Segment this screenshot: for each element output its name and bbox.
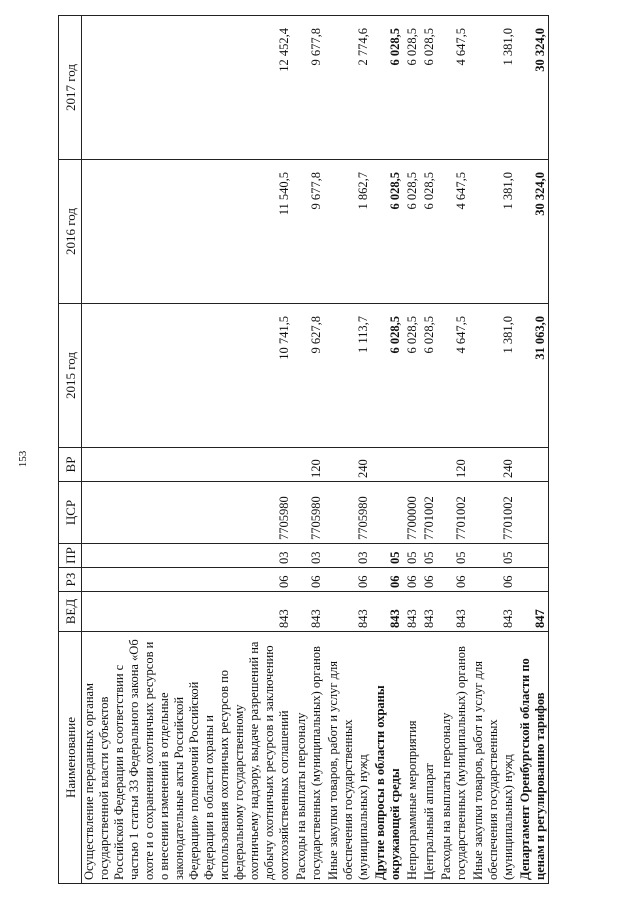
cell-pr: 05 <box>437 544 469 568</box>
cell-csr: 7700000 <box>403 482 420 544</box>
cell-csr: 7705980 <box>324 482 371 544</box>
cell-vr <box>371 448 403 482</box>
cell-2016: 6 028,5 <box>403 160 420 304</box>
cell-vr: 240 <box>469 448 516 482</box>
table-row <box>516 16 549 884</box>
cell-rz: 06 <box>469 568 516 592</box>
header-csr: ЦСР <box>59 482 82 544</box>
cell-2017: 1 381,0 <box>469 16 516 160</box>
cell-2015: 6 028,5 <box>371 304 403 448</box>
cell-pr: 05 <box>469 544 516 568</box>
table-row <box>469 16 516 884</box>
cell-vr <box>403 448 420 482</box>
cell-2017: 12 452,4 <box>82 16 293 160</box>
cell-2015: 10 741,5 <box>82 304 293 448</box>
cell-2015: 31 063,0 <box>516 304 549 448</box>
cell-rz: 06 <box>403 568 420 592</box>
cell-csr <box>371 482 403 544</box>
cell-2015: 1 113,7 <box>324 304 371 448</box>
cell-vr <box>82 448 293 482</box>
cell-vr <box>420 448 437 482</box>
cell-pr: 05 <box>371 544 403 568</box>
cell-2016: 1 381,0 <box>469 160 516 304</box>
table-row <box>420 16 437 884</box>
cell-rz: 06 <box>82 568 293 592</box>
table-row <box>324 16 371 884</box>
cell-2017: 6 028,5 <box>420 16 437 160</box>
header-2017: 2017 год <box>59 16 82 160</box>
header-2015: 2015 год <box>59 304 82 448</box>
cell-name: Расходы на выплаты персоналу государственных (муниципальных) органов <box>437 632 469 884</box>
cell-rz <box>516 568 549 592</box>
cell-name: Иные закупки товаров, работ и услуг для обеспечения государственных (муниципальных) нужд <box>324 632 371 884</box>
cell-csr: 7705980 <box>82 482 293 544</box>
cell-csr: 7705980 <box>292 482 324 544</box>
cell-name: Центральный аппарат <box>420 632 437 884</box>
cell-csr: 7701002 <box>437 482 469 544</box>
table-row <box>403 16 420 884</box>
cell-name: Осуществление переданных органам государственной власти субъектов Российской Федерации в соответствии с частью 1 статьи 33 Федерального закона «Об охоте и о сохранении охотничьих ресурсов и о внесении изменений в отдельные законодательные акты Российской Федерации» полномочий Российской Федерации в области охраны и использования охотничьих ресурсов по федеральному государственному охотничьему надзору, выдаче разрешений на добычу охотничьих ресурсов и заключению охотхозяйственных соглашений <box>82 632 293 884</box>
table-row <box>292 16 324 884</box>
cell-pr: 03 <box>82 544 293 568</box>
cell-ved: 843 <box>324 592 371 632</box>
header-pr: ПР <box>59 544 82 568</box>
cell-ved: 843 <box>469 592 516 632</box>
cell-2017: 9 677,8 <box>292 16 324 160</box>
cell-vr: 120 <box>292 448 324 482</box>
cell-2017: 30 324,0 <box>516 16 549 160</box>
cell-rz: 06 <box>292 568 324 592</box>
header-name: Наименование <box>59 632 82 884</box>
cell-name: Другие вопросы в области охраны окружающей среды <box>371 632 403 884</box>
cell-2017: 4 647,5 <box>437 16 469 160</box>
cell-rz: 06 <box>437 568 469 592</box>
cell-2015: 4 647,5 <box>437 304 469 448</box>
cell-ved: 843 <box>437 592 469 632</box>
cell-2016: 11 540,5 <box>82 160 293 304</box>
cell-2016: 9 677,8 <box>292 160 324 304</box>
cell-2016: 4 647,5 <box>437 160 469 304</box>
cell-ved: 843 <box>420 592 437 632</box>
cell-2016: 1 862,7 <box>324 160 371 304</box>
page-number: 153 <box>17 450 29 468</box>
cell-vr: 240 <box>324 448 371 482</box>
cell-2017: 2 774,6 <box>324 16 371 160</box>
cell-name: Департамент Оренбургской области по ценам и регулированию тарифов <box>516 632 549 884</box>
cell-rz: 06 <box>324 568 371 592</box>
cell-2015: 6 028,5 <box>403 304 420 448</box>
cell-pr: 03 <box>324 544 371 568</box>
cell-vr: 120 <box>437 448 469 482</box>
cell-ved: 843 <box>292 592 324 632</box>
cell-csr <box>516 482 549 544</box>
cell-csr: 7701002 <box>420 482 437 544</box>
cell-pr: 05 <box>403 544 420 568</box>
header-ved: ВЕД <box>59 592 82 632</box>
budget-table-container <box>58 16 616 884</box>
cell-2017: 6 028,5 <box>371 16 403 160</box>
cell-2017: 6 028,5 <box>403 16 420 160</box>
cell-pr: 05 <box>420 544 437 568</box>
cell-pr <box>516 544 549 568</box>
cell-2016: 6 028,5 <box>371 160 403 304</box>
cell-2015: 1 381,0 <box>469 304 516 448</box>
cell-2016: 30 324,0 <box>516 160 549 304</box>
cell-rz: 06 <box>371 568 403 592</box>
header-vr: ВР <box>59 448 82 482</box>
table-body <box>82 16 549 884</box>
table-row <box>371 16 403 884</box>
cell-name: Непрограммные мероприятия <box>403 632 420 884</box>
cell-name: Расходы на выплаты персоналу государственных (муниципальных) органов <box>292 632 324 884</box>
header-2016: 2016 год <box>59 160 82 304</box>
cell-rz: 06 <box>420 568 437 592</box>
cell-vr <box>516 448 549 482</box>
cell-csr: 7701002 <box>469 482 516 544</box>
cell-pr: 03 <box>292 544 324 568</box>
rotated-page <box>58 16 616 884</box>
cell-ved: 843 <box>371 592 403 632</box>
cell-ved: 843 <box>403 592 420 632</box>
cell-2015: 6 028,5 <box>420 304 437 448</box>
cell-2015: 9 627,8 <box>292 304 324 448</box>
cell-name: Иные закупки товаров, работ и услуг для обеспечения государственных (муниципальных) нужд <box>469 632 516 884</box>
table-row <box>82 16 293 884</box>
header-rz: РЗ <box>59 568 82 592</box>
cell-ved: 843 <box>82 592 293 632</box>
cell-ved: 847 <box>516 592 549 632</box>
table-row <box>437 16 469 884</box>
budget-table <box>58 15 549 884</box>
table-header-row <box>59 16 82 884</box>
cell-2016: 6 028,5 <box>420 160 437 304</box>
